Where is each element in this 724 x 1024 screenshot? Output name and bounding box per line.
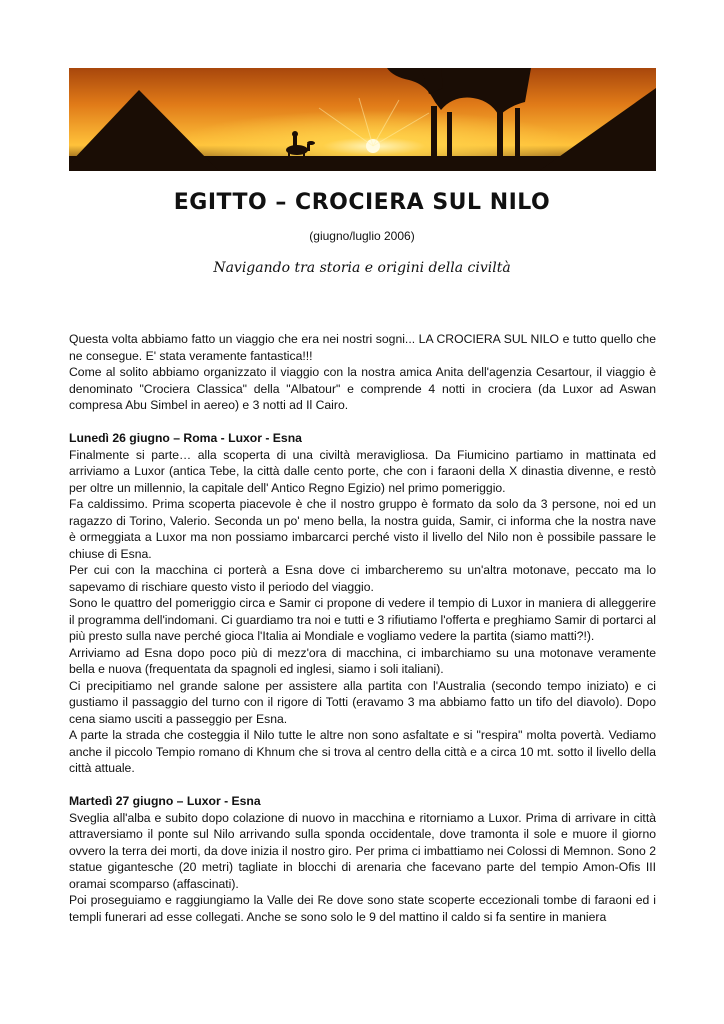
day-paragraph: Fa caldissimo. Prima scoperta piacevole è che il nostro gruppo è formato da solo da 3 persone, noi ed un ragazzo di Torino, Valerio. Seconda un po' meno bella, la nostra guida, Samir, ci informa che la nostra nave è ormeggiata a Luxor ma non possiamo imbarcarci perché visto il livello del Nilo non è possibile passare le chiuse di Esna. bbox=[69, 497, 656, 561]
day-paragraph: Finalmente si parte… alla scoperta di una civiltà meravigliosa. Da Fiumicino partiamo in mattinata ed arriviamo a Luxor (antica Tebe, la città dalle cento porte, che con i faraoni della X dinastia divenne, e restò per oltre un millennio, la capitale dell' Antico Regno Egizio) nel primo pomeriggio. bbox=[69, 447, 656, 495]
trip-date: (giugno/luglio 2006) bbox=[309, 229, 415, 243]
day-paragraph: Sveglia all'alba e subito dopo colazione di nuovo in macchina e ritorniamo a Luxor. Prima di arrivare in città attraversiamo il ponte sul Nilo arrivando sulla sponda occidentale, dove tramonta il sole e muore il giorno ovvero la terra dei morti, da dove inizia il nostro giro. Per prima ci imbattiamo nei Colossi di Memnon. Sono 2 statue gigantesche (20 metri) tagliate in blocchi di arenaria che facevano parte del tempio Amon-Ofis III oramai scomparso (affascinati). bbox=[69, 810, 656, 891]
day-heading: Martedì 27 giugno – Luxor - Esna bbox=[69, 794, 261, 808]
intro-paragraph: Questa volta abbiamo fatto un viaggio che era nei nostri sogni... LA CROCIERA SUL NILO e tutto quello che ne consegue. E' stata veramente fantastica!!! bbox=[69, 332, 656, 363]
day-heading: Lunedì 26 giugno – Roma - Luxor - Esna bbox=[69, 431, 302, 445]
subtitle: Navigando tra storia e origini della civiltà bbox=[213, 260, 511, 276]
article-body bbox=[69, 331, 656, 925]
intro-paragraph: Come al solito abbiamo organizzato il viaggio con la nostra amica Anita dell'agenzia Cesartour, il viaggio è denominato "Crociera Classica" della "Albatour" e comprende 4 notti in crociera (da Luxor ad Aswan compresa Abu Simbel in aereo) e 3 notti ad Il Cairo. bbox=[69, 365, 656, 412]
day-paragraph: A parte la strada che costeggia il Nilo tutte le altre non sono asfaltate e si "respira" molta povertà. Vediamo anche il piccolo Tempio romano di Khnum che si trova al centro della città e a circa 10 mt. sotto il livello della città attuale. bbox=[69, 728, 656, 775]
banner-image bbox=[69, 68, 656, 171]
page-title: EGITTO – CROCIERA SUL NILO bbox=[173, 190, 551, 215]
sunset-pyramids-camels-image bbox=[69, 68, 656, 171]
day-paragraph: Ci precipitiamo nel grande salone per assistere alla partita con l'Australia (secondo tempo iniziato) e ci gustiamo il passaggio del turno con il rigore di Totti (eravamo 3 ma abbiamo fatto un tifo del diavolo). Dopo cena siamo usciti a passeggio per Esna. bbox=[69, 678, 656, 726]
day-paragraph: Poi proseguiamo e raggiungiamo la Valle dei Re dove sono state scoperte eccezionali tombe di faraoni ed i templi funerari ad esse collegati. Anche se sono solo le 9 del mattino il caldo si fa sentire in maniera bbox=[69, 893, 656, 924]
day-paragraph: Per cui con la macchina ci porterà a Esna dove ci imbarcheremo su un'altra motonave, peccato ma lo sapevamo di rischiare questo visto il periodo del viaggio. bbox=[69, 563, 656, 594]
day-paragraph: Arriviamo ad Esna dopo poco più di mezz'ora di macchina, ci imbarchiamo su una motonave veramente bella e nuova (frequentata da spagnoli ed inglesi, siamo i soli italiani). bbox=[69, 645, 656, 676]
day-paragraph: Sono le quattro del pomeriggio circa e Samir ci propone di vedere il tempio di Luxor in maniera di alleggerire il programma dell'indomani. Ci guardiamo tra noi e tutti e 3 rifiutiamo l'offerta e preghiamo Samir di portarci al più presto sulla nave perché gioca l'Italia ai Mondiale e vogliamo vedere la partita (siamo matti?!). bbox=[69, 596, 656, 643]
